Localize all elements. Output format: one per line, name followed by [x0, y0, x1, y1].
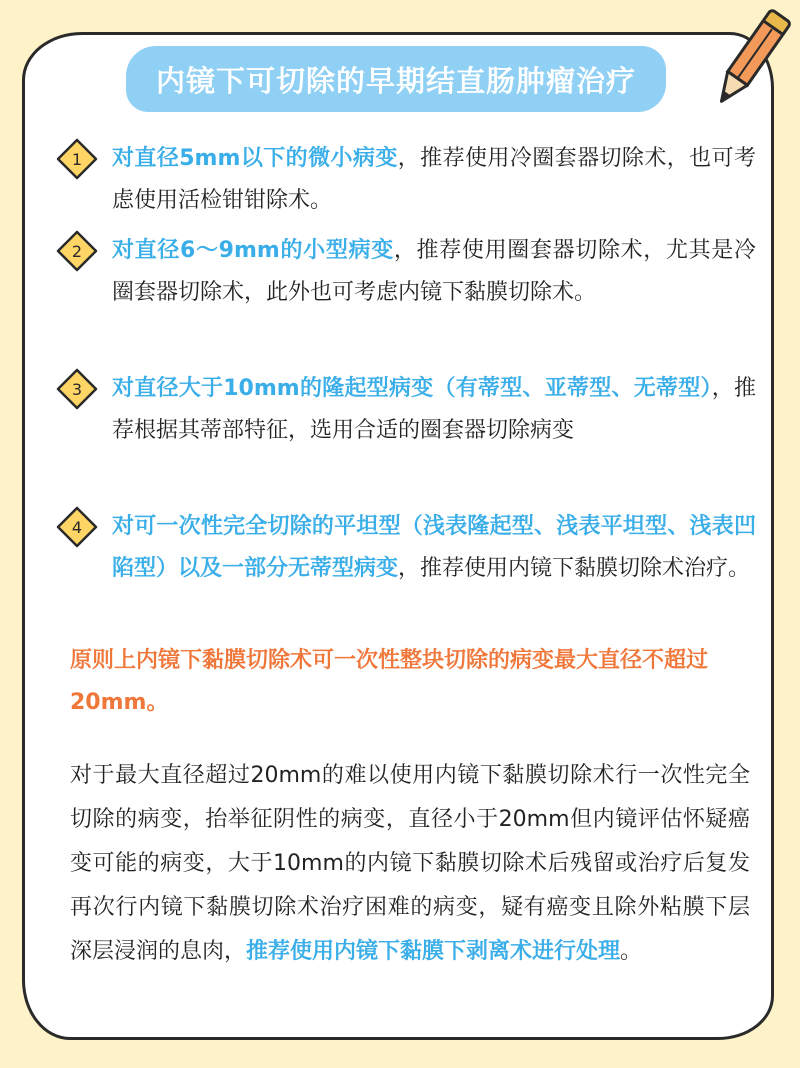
item-text: [112, 506, 756, 590]
list-item-1: [56, 138, 756, 222]
item-rest: ，推荐使用圈套器切除术，尤其是冷圈套器切除术，此外也可考虑内镜下黏膜切除术。: [112, 238, 756, 305]
recommendation-paragraph: [70, 754, 750, 974]
diamond-number-icon: [56, 506, 98, 548]
item-rest: ，推荐根据其蒂部特征，选用合适的圈套器切除病变: [112, 376, 756, 443]
list-item-2: [56, 230, 756, 314]
item-text: [112, 368, 756, 452]
item-highlight: 对直径5mm以下的微小病变: [112, 146, 398, 171]
item-number: 2: [71, 242, 83, 261]
diamond-number-icon: [56, 138, 98, 180]
item-number: 3: [71, 380, 83, 399]
list-item-4: [56, 506, 756, 590]
diamond-number-icon: [56, 230, 98, 272]
item-highlight: 对直径大于10mm的隆起型病变（有蒂型、亚蒂型、无蒂型）: [112, 376, 712, 401]
item-rest: ，推荐使用冷圈套器切除术，也可考虑使用活检钳钳除术。: [112, 146, 756, 213]
diamond-number-icon: [56, 368, 98, 410]
paragraph-text: 对于最大直径超过20mm的难以使用内镜下黏膜切除术行一次性完全切除的病变，抬举征阴性的病变，直径小于20mm但内镜评估怀疑癌变可能的病变，大于10mm的内镜下黏膜切除术后残留或治疗后复发再次行内镜下黏膜切除术治疗困难的病变，疑有癌变且除外粘膜下层深层浸润的息肉，: [70, 763, 750, 964]
item-highlight: 对可一次性完全切除的平坦型（浅表隆起型、浅表平坦型、浅表凹陷型）以及一部分无蒂型病变: [112, 514, 756, 581]
title-banner: [126, 46, 666, 112]
page-title: 内镜下可切除的早期结直肠肿瘤治疗: [155, 63, 636, 98]
item-rest: ，推荐使用内镜下黏膜切除术治疗。: [398, 556, 751, 581]
pencil-icon: [704, 2, 794, 122]
item-number: 1: [71, 150, 83, 169]
list-item-3: [56, 368, 756, 452]
item-number: 4: [71, 518, 83, 537]
paragraph-end: 。: [620, 939, 643, 964]
item-text: [112, 230, 756, 314]
principle-note: 原则上内镜下黏膜切除术可一次性整块切除的病变最大直径不超过20mm。: [70, 648, 709, 715]
item-text: [112, 138, 756, 222]
item-highlight: 对直径6～9mm的小型病变: [112, 238, 394, 263]
paragraph-highlight: 推荐使用内镜下黏膜下剥离术进行处理: [246, 939, 621, 964]
